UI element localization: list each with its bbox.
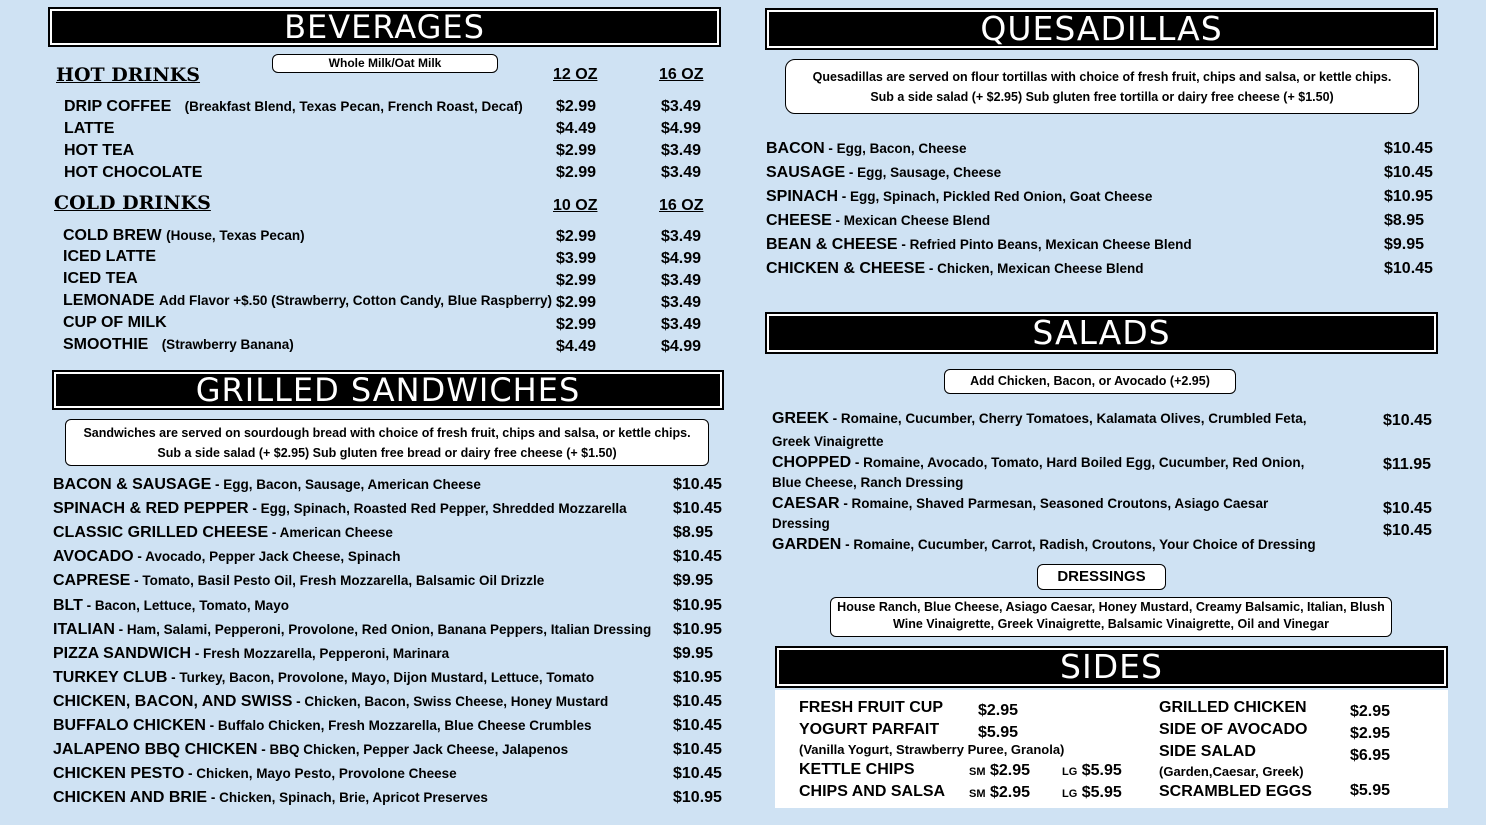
quesadilla-item-price: $9.95	[1384, 236, 1425, 253]
side-scrambled-eggs-price: $5.95	[1350, 782, 1391, 799]
sandwich-item-price: $10.45	[673, 717, 722, 734]
salad-addon: Add Chicken, Bacon, or Avocado (+2.95)	[944, 369, 1236, 394]
quesadilla-item-desc: - Refried Pinto Beans, Mexican Cheese Blend	[897, 237, 1192, 252]
sandwich-item	[53, 500, 627, 518]
quesadilla-item	[766, 236, 1192, 254]
sandwich-item-name: CHICKEN, BACON, AND SWISS	[53, 692, 293, 710]
salad-item-desc: Blue Cheese, Ranch Dressing	[772, 475, 964, 490]
sandwich-item	[53, 524, 393, 542]
sandwich-item-desc: - Egg, Bacon, Sausage, American Cheese	[211, 477, 481, 492]
hot-price-12: $4.49	[556, 120, 597, 137]
hot-price-16: $4.99	[661, 120, 702, 137]
hot-price-12: $2.99	[556, 164, 597, 181]
hot-item: HOT CHOCOLATE	[64, 164, 203, 181]
cold-price-10: $2.99	[556, 294, 597, 311]
sandwich-item-name: SPINACH & RED PEPPER	[53, 500, 249, 518]
side-salsa-sm: SM $2.95	[969, 784, 1030, 801]
salad-item: CHOPPED - Romaine, Avocado, Tomato, Hard Boiled Egg, Cucumber, Red Onion,	[772, 454, 1305, 471]
hot-item: DRIP COFFEE (Breakfast Blend, Texas Pecan, French Roast, Decaf)	[64, 98, 523, 115]
side-chips-salsa: CHIPS AND SALSA	[799, 783, 946, 800]
sandwich-item-desc: - Ham, Salami, Pepperoni, Provolone, Red Onion, Banana Peppers, Italian Dressing	[114, 621, 652, 637]
sandwich-item	[53, 693, 608, 711]
sandwich-item-price: $9.95	[673, 572, 714, 590]
side-kettle-lg: LG $5.95	[1062, 762, 1122, 779]
sandwich-item	[53, 717, 591, 735]
quesadilla-item-name: BEAN & CHEESE	[766, 236, 898, 253]
quesadilla-item-desc: - Egg, Bacon, Cheese	[824, 141, 967, 156]
quesadilla-item-desc: - Mexican Cheese Blend	[831, 213, 991, 228]
cold-price-10: $4.49	[556, 338, 597, 355]
quesadilla-item-price: $8.95	[1384, 212, 1425, 229]
cold-price-16: $4.99	[661, 338, 702, 355]
sandwich-item-price: $10.45	[673, 741, 722, 759]
cold-price-16: $3.49	[661, 228, 702, 245]
side-kettle-chips: KETTLE CHIPS	[799, 761, 915, 778]
sandwich-item-name: TURKEY CLUB	[53, 668, 168, 686]
dressings-list: House Ranch, Blue Cheese, Asiago Caesar, Honey Mustard, Creamy Balsamic, Italian, Blush Wine Vinaigrette, Greek Vinaigrette, Balsamic Vinaigrette, Oil and Vinegar	[830, 597, 1392, 637]
sandwich-item-desc: - Tomato, Basil Pesto Oil, Fresh Mozzarella, Balsamic Oil Drizzle	[130, 573, 545, 589]
salad-price: $10.45	[1383, 412, 1432, 429]
quesadilla-item-name: SAUSAGE	[766, 164, 846, 181]
sandwiches-banner: GRILLED SANDWICHES	[52, 370, 724, 410]
sandwich-item-desc: - Avocado, Pepper Jack Cheese, Spinach	[133, 549, 401, 565]
side-grilled-chicken-price: $2.95	[1350, 703, 1391, 720]
sandwich-item	[53, 741, 568, 759]
sandwich-item-price: $8.95	[673, 524, 714, 542]
quesadilla-item	[766, 260, 1143, 278]
beverages-banner: BEVERAGES	[48, 7, 721, 47]
sandwich-item-name: PIZZA SANDWICH	[53, 644, 192, 662]
sandwich-item	[53, 597, 289, 615]
cold-price-16: $3.49	[661, 316, 702, 333]
cold-price-10: $3.99	[556, 250, 597, 267]
quesadilla-item	[766, 164, 1001, 182]
sandwich-item-name: JALAPENO BBQ CHICKEN	[53, 741, 258, 759]
cold-item: ICED TEA	[63, 270, 138, 287]
sandwiches-note	[65, 419, 709, 466]
side-grilled-chicken: GRILLED CHICKEN	[1159, 699, 1307, 716]
sandwich-item-price: $10.95	[673, 789, 722, 807]
sandwich-item	[53, 476, 481, 494]
sandwich-item	[53, 669, 594, 687]
side-avocado-price: $2.95	[1350, 725, 1391, 742]
milk-note: Whole Milk/Oat Milk	[272, 54, 498, 73]
hot-price-16: $3.49	[661, 164, 702, 181]
cold-price-10: $2.99	[556, 272, 597, 289]
side-kettle-sm: SM $2.95	[969, 762, 1030, 779]
quesadilla-item-name: CHEESE	[766, 212, 832, 229]
sandwich-item-desc: - Bacon, Lettuce, Tomato, Mayo	[82, 597, 289, 613]
salads-banner: SALADS	[765, 312, 1438, 354]
quesadilla-item-price: $10.45	[1384, 164, 1433, 181]
sandwich-item-price: $10.95	[673, 620, 722, 638]
sandwich-item-price: $10.45	[673, 500, 722, 518]
cold-drinks-heading: COLD DRINKS	[54, 192, 211, 214]
quesadillas-note-line1: Quesadillas are served on flour tortillas with choice of fresh fruit, chips and salsa, or kettle chips.	[812, 70, 1392, 84]
side-salad: SIDE SALAD	[1159, 743, 1256, 760]
quesadilla-item-price: $10.95	[1384, 188, 1433, 205]
quesadilla-item-desc: - Egg, Sausage, Cheese	[845, 165, 1002, 180]
sandwiches-note-line1: Sandwiches are served on sourdough bread with choice of fresh fruit, chips and salsa, or kettle chips.	[83, 426, 691, 440]
sandwich-item-desc: - BBQ Chicken, Pepper Jack Cheese, Jalapenos	[257, 742, 569, 758]
hot-item: HOT TEA	[64, 142, 135, 159]
side-yogurt-note: (Vanilla Yogurt, Strawberry Puree, Granola)	[799, 742, 1065, 757]
sandwich-item-desc: - Turkey, Bacon, Provolone, Mayo, Dijon Mustard, Lettuce, Tomato	[167, 669, 595, 685]
side-salad-note: (Garden,Caesar, Greek)	[1159, 764, 1304, 779]
hot-price-12: $2.99	[556, 142, 597, 159]
cold-item: CUP OF MILK	[63, 314, 167, 331]
hot-drinks-heading: HOT DRINKS	[56, 64, 201, 86]
sandwich-item-name: CHICKEN PESTO	[53, 765, 185, 783]
salad-item-desc: Greek Vinaigrette	[772, 434, 884, 449]
sandwich-item-name: BLT	[53, 596, 83, 614]
quesadilla-item	[766, 212, 990, 230]
quesadilla-item-name: CHICKEN & CHEESE	[766, 260, 926, 277]
sandwich-item-price: $10.95	[673, 668, 722, 686]
side-yogurt-parfait: YOGURT PARFAIT	[799, 721, 940, 738]
cold-item: SMOOTHIE (Strawberry Banana)	[63, 336, 294, 353]
quesadillas-note-line2: Sub a side salad (+ $2.95) Sub gluten free tortilla or dairy free cheese (+ $1.50)	[870, 90, 1334, 104]
side-avocado: SIDE OF AVOCADO	[1159, 721, 1308, 738]
salad-price: $11.95	[1383, 456, 1432, 473]
cold-price-16: $3.49	[661, 272, 702, 289]
cold-price-16: $3.49	[661, 294, 702, 311]
salad-price: $10.45	[1383, 522, 1432, 539]
cold-item: ICED LATTE	[63, 248, 157, 265]
salad-price: $10.45	[1383, 500, 1432, 517]
sandwich-item-name: ITALIAN	[53, 620, 115, 638]
quesadillas-banner: QUESADILLAS	[765, 8, 1438, 50]
sandwich-item	[53, 572, 544, 590]
sandwich-item-name: CAPRESE	[53, 572, 131, 590]
sandwich-item-price: $10.45	[673, 692, 722, 710]
hot-size-16oz: 16 OZ	[659, 66, 704, 83]
sandwich-item-name: BACON & SAUSAGE	[53, 476, 212, 493]
sandwiches-note-line2: Sub a side salad (+ $2.95) Sub gluten free bread or dairy free cheese (+ $1.50)	[157, 446, 617, 460]
side-scrambled-eggs: SCRAMBLED EGGS	[1159, 783, 1312, 800]
sandwich-item-price: $10.45	[673, 765, 722, 783]
sandwich-item	[53, 548, 400, 566]
side-salad-price: $6.95	[1350, 747, 1391, 764]
salad-item: CAESAR - Romaine, Shaved Parmesan, Seasoned Croutons, Asiago Caesar	[772, 495, 1269, 512]
sandwich-item-name: BUFFALO CHICKEN	[53, 717, 206, 734]
sandwich-item-desc: - American Cheese	[268, 525, 393, 541]
sandwich-item	[53, 789, 488, 807]
cold-size-16oz: 16 OZ	[659, 197, 704, 214]
side-yogurt-parfait-price: $5.95	[978, 724, 1019, 741]
cold-item: COLD BREW (House, Texas Pecan)	[63, 227, 305, 244]
sandwich-item	[53, 765, 457, 783]
sandwich-item-desc: - Chicken, Spinach, Brie, Apricot Preserves	[207, 790, 488, 806]
cold-price-10: $2.99	[556, 316, 597, 333]
sandwich-item-price: $10.45	[673, 548, 722, 566]
quesadilla-item-price: $10.45	[1384, 260, 1433, 277]
sides-banner: SIDES	[775, 646, 1448, 688]
quesadilla-item	[766, 188, 1152, 206]
sandwich-item-desc: - Buffalo Chicken, Fresh Mozzarella, Blue Cheese Crumbles	[205, 718, 592, 733]
sandwich-item-price: $10.95	[673, 596, 722, 614]
sandwich-item-name: CLASSIC GRILLED CHEESE	[53, 524, 269, 542]
quesadilla-item-name: BACON	[766, 140, 825, 157]
quesadillas-note	[785, 59, 1419, 114]
hot-price-16: $3.49	[661, 98, 702, 115]
sandwich-item-price: $9.95	[673, 644, 714, 662]
quesadilla-item-desc: - Egg, Spinach, Pickled Red Onion, Goat Cheese	[838, 189, 1153, 204]
sandwich-item	[53, 645, 449, 663]
side-fruit-cup-price: $2.95	[978, 702, 1019, 719]
hot-price-12: $2.99	[556, 98, 597, 115]
sandwich-item-desc: - Chicken, Bacon, Swiss Cheese, Honey Mustard	[292, 693, 609, 709]
side-salsa-lg: LG $5.95	[1062, 784, 1122, 801]
sandwich-item-name: CHICKEN AND BRIE	[53, 789, 208, 807]
cold-price-10: $2.99	[556, 228, 597, 245]
dressings-label: DRESSINGS	[1037, 564, 1166, 590]
salad-item-desc: Dressing	[772, 516, 830, 531]
side-fruit-cup: FRESH FRUIT CUP	[799, 699, 943, 716]
quesadilla-item-desc: - Chicken, Mexican Cheese Blend	[925, 261, 1144, 276]
quesadilla-item-name: SPINACH	[766, 188, 839, 205]
quesadilla-item-price: $10.45	[1384, 140, 1433, 157]
sandwich-item-desc: - Egg, Spinach, Roasted Red Pepper, Shredded Mozzarella	[248, 501, 627, 517]
hot-price-16: $3.49	[661, 142, 702, 159]
quesadilla-item	[766, 140, 966, 158]
cold-price-16: $4.99	[661, 250, 702, 267]
hot-size-12oz: 12 OZ	[553, 66, 598, 83]
salad-item: GARDEN - Romaine, Cucumber, Carrot, Radish, Croutons, Your Choice of Dressing	[772, 536, 1316, 553]
hot-item: LATTE	[64, 120, 115, 137]
salad-item: GREEK - Romaine, Cucumber, Cherry Tomatoes, Kalamata Olives, Crumbled Feta,	[772, 410, 1307, 427]
cold-size-10oz: 10 OZ	[553, 197, 598, 214]
cold-item: LEMONADE Add Flavor +$.50 (Strawberry, Cotton Candy, Blue Raspberry)	[63, 292, 552, 309]
sandwich-item	[53, 621, 651, 639]
sandwich-item-desc: - Chicken, Mayo Pesto, Provolone Cheese	[184, 766, 457, 782]
sandwich-item-name: AVOCADO	[53, 548, 134, 566]
sandwich-item-desc: - Fresh Mozzarella, Pepperoni, Marinara	[191, 645, 450, 661]
sandwich-item-price: $10.45	[673, 476, 722, 493]
